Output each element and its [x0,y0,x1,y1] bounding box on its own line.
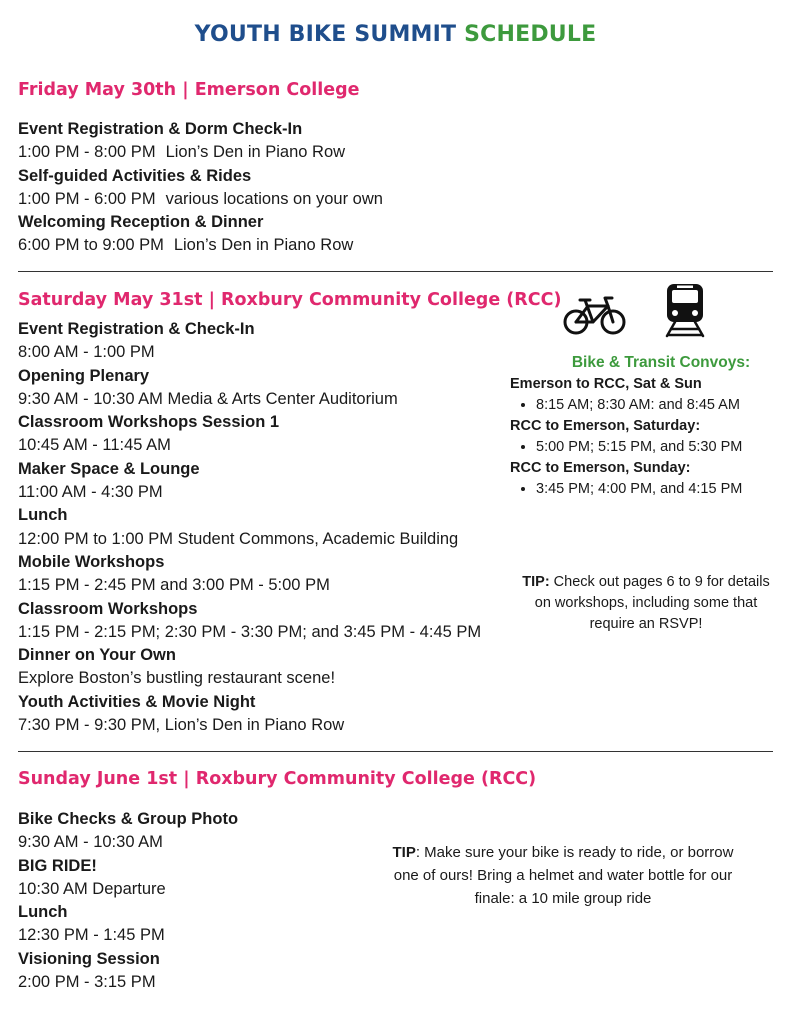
event-time: 1:00 PM - 8:00 PM [18,143,156,162]
section-divider [18,751,773,752]
event-name: Lunch [18,903,68,922]
convoy-title: Bike & Transit Convoys: [571,354,751,371]
saturday-events [18,318,481,737]
event-location: Lion’s Den in Piano Row [173,236,354,255]
saturday-tip [516,572,776,635]
bicycle-icon [563,294,627,336]
sunday-tip [378,841,748,910]
event-name: Maker Space & Lounge [18,459,200,478]
event-item [18,211,383,258]
event-location: various locations on your own [165,189,383,208]
section-divider [18,271,773,272]
tip-text: : Make sure your bike is ready to ride, or borrow one of ours! Bring a helmet and water bottle for our finale: a 10 mile group ride [393,844,734,907]
convoy-times [510,436,772,458]
event-time: 9:30 AM - 10:30 AM Media & Arts Center Auditorium [18,389,398,408]
event-name: Lunch [18,506,68,525]
event-name: Self-guided Activities & Rides [18,166,252,185]
event-name: Dinner on Your Own [18,646,176,665]
event-item [18,118,383,165]
event-time: 6:00 PM to 9:00 PM [18,236,164,255]
friday-heading: Friday May 30th | Emerson College [18,80,360,100]
convoy-time-item: • 8:15 AM; 8:30 AM: and 8:45 AM [536,394,772,416]
event-time-row [18,234,383,257]
event-name: Visioning Session [18,949,160,968]
event-time: 10:30 AM Departure [18,879,166,898]
event-time: 9:30 AM - 10:30 AM [18,833,163,852]
sunday-heading: Sunday June 1st | Roxbury Community College (RCC) [18,769,537,789]
convoy-time-item: • 5:00 PM; 5:15 PM, and 5:30 PM [536,436,772,458]
train-icon [663,282,707,338]
friday-events [18,118,383,258]
event-location: Lion’s Den in Piano Row [165,143,346,162]
tip-label: TIP [392,844,416,861]
event-time-row [18,188,383,211]
event-time: 10:45 AM - 11:45 AM [18,436,171,455]
event-name: Youth Activities & Movie Night [18,692,256,711]
event-time-row [18,141,383,164]
event-name: Bike Checks & Group Photo [18,810,239,828]
saturday-heading: Saturday May 31st | Roxbury Community College (RCC) [18,290,562,310]
event-name: Opening Plenary [18,366,150,385]
event-time: 2:00 PM - 3:15 PM [18,973,156,992]
event-name: Welcoming Reception & Dinner [18,213,264,232]
event-time: 11:00 AM - 4:30 PM [18,483,163,502]
convoy-times [510,478,772,500]
event-name: BIG RIDE! [18,856,97,875]
event-time: 7:30 PM - 9:30 PM, Lion’s Den in Piano Row [18,716,345,735]
tip-label: TIP: [522,574,550,590]
page-title [0,22,791,47]
title-part-2: SCHEDULE [464,22,597,47]
convoy-time-item: • 3:45 PM; 4:00 PM, and 4:15 PM [536,478,772,500]
event-time: 1:00 PM - 6:00 PM [18,189,156,208]
event-name: Classroom Workshops Session 1 [18,413,280,432]
event-name: Event Registration & Check-In [18,320,255,338]
event-time: 1:15 PM - 2:15 PM; 2:30 PM - 3:30 PM; and 3:45 PM - 4:45 PM [18,622,482,641]
event-time: Explore Boston’s bustling restaurant scene! [18,669,336,688]
convoy-route: RCC to Emerson, Sunday: [510,460,691,476]
event-item [18,165,383,212]
convoy-times [510,394,772,416]
convoy-route: Emerson to RCC, Sat & Sun [510,376,702,392]
event-name: Event Registration & Dorm Check-In [18,120,303,138]
sunday-events [18,808,238,994]
event-time: 12:00 PM to 1:00 PM Student Commons, Academic Building [18,529,459,548]
convoy-route: RCC to Emerson, Saturday: [510,418,701,434]
tip-text: Check out pages 6 to 9 for details on workshops, including some that require an RSVP! [534,574,770,632]
event-time: 8:00 AM - 1:00 PM [18,343,155,362]
title-part-1: YOUTH BIKE SUMMIT [194,22,457,47]
event-time: 12:30 PM - 1:45 PM [18,926,165,945]
event-time: 1:15 PM - 2:45 PM and 3:00 PM - 5:00 PM [18,576,330,595]
event-name: Mobile Workshops [18,552,165,571]
transport-icons [563,282,713,342]
event-name: Classroom Workshops [18,599,198,618]
convoy-panel [510,352,772,500]
